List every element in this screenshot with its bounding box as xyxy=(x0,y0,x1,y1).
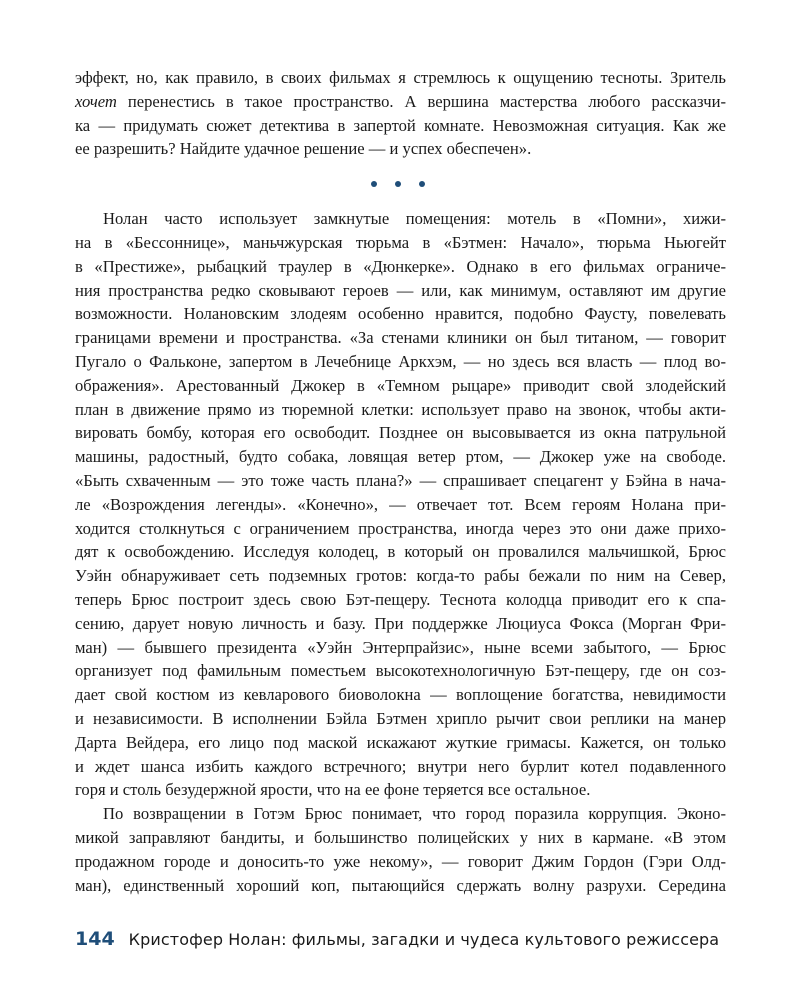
text-line: ман) — бывшего президента «Уэйн Энтерпрайзис», ныне всеми забытого, — Брюс xyxy=(75,637,726,657)
text-line: Уэйн обнаруживает сеть подземных гротов: когда-то рабы бежали по ним на Север, xyxy=(75,566,726,586)
text-line: вировать бомбу, которая его освободит. Позднее он высовывается из окна патрульной xyxy=(75,423,726,443)
text-line: дает свой костюм из кевларового биоволокна — воплощение богатства, невидимости xyxy=(75,685,726,705)
text-line: По возвращении в Готэм Брюс понимает, что город поразила коррупция. Эконо- xyxy=(103,804,726,824)
divider-dot-icon xyxy=(395,181,401,187)
text-line: Нолан часто использует замкнутые помещения: мотель в «Помни», хижи- xyxy=(103,209,726,229)
page-footer xyxy=(75,928,735,950)
text-line: теперь Брюс построит здесь свою Бэт-пещеру. Теснота колодца приводит его к спа- xyxy=(75,589,726,609)
text-line: микой заправляют бандиты, и большинство полицейских у них в кармане. «В этом xyxy=(75,827,726,847)
paragraph-top xyxy=(75,66,726,161)
text-line: и ждет шанса избить каждого встречного; внутри него бурлит котел подавленного xyxy=(75,756,726,776)
text-line: ее разрешить? Найдите удачное решение — и успех обеспечен». xyxy=(75,139,532,159)
text-line: ходится столкнуться с ограничением пространства, иногда через это они даже прихо- xyxy=(75,518,726,538)
paragraph-main xyxy=(75,207,726,802)
text-line: Дарта Вейдера, его лицо под маской искажают жуткие гримасы. Кажется, он только xyxy=(75,732,726,752)
text-line: в «Престиже», рыбацкий траулер в «Дюнкерке». Однако в его фильмах ограниче- xyxy=(75,256,726,276)
text-line: машины, радостный, будто собака, ловящая ветер ртом, — Джокер уже на свободе. xyxy=(75,447,726,467)
text-line: дят к освобождению. Исследуя колодец, в который он провалился мальчишкой, Брюс xyxy=(75,542,726,562)
text-line: ображения». Арестованный Джокер в «Темном рыцаре» приводит свой злодейский xyxy=(75,375,726,395)
text-line: границами времени и пространства. «За стенами клиники он был титаном, — говорит xyxy=(75,328,726,348)
page-number: 144 xyxy=(75,928,115,950)
text-line: сению, дарует новую личность и базу. При поддержке Люциуса Фокса (Морган Фри- xyxy=(75,613,726,633)
page-body xyxy=(75,66,726,897)
text-line: Пугало о Фальконе, запертом в Лечебнице Аркхэм, — но здесь вся власть — плод во- xyxy=(75,351,726,371)
text-line: горя и столь безудержной ярости, что на ее фоне теряется все остальное. xyxy=(75,780,591,800)
text-line: эффект, но, как правило, в своих фильмах я стремлюсь к ощущению тесноты. Зритель xyxy=(75,68,726,87)
text-line-with-emphasis xyxy=(75,90,726,114)
text-line: «Быть схваченным — это тоже часть плана?» — спрашивает спецагент у Бэйна в нача- xyxy=(75,470,726,490)
text-line: ман), единственный хороший коп, пытающийся сдержать волну разрухи. Середина xyxy=(75,875,726,895)
text-line: организует под фамильным поместьем высокотехнологичную Бэт-пещеру, где он соз- xyxy=(75,661,726,681)
emphasis-word: хочет xyxy=(75,91,117,111)
text-line: на в «Бессоннице», маньчжурская тюрьма в «Бэтмен: Начало», тюрьма Ньюгейт xyxy=(75,232,726,252)
text-line: план в движение прямо из тюремной клетки: использует право на звонок, чтобы акти- xyxy=(75,399,726,419)
divider-dot-icon xyxy=(371,181,377,187)
paragraph-last xyxy=(75,802,726,897)
text-line: ле «Возрождения легенды». «Конечно», — отвечает тот. Всем героям Нолана при- xyxy=(75,494,726,514)
text-line: ка — придумать сюжет детектива в запертой комнате. Невозможная ситуация. Как же xyxy=(75,115,726,135)
book-title: Кристофер Нолан: фильмы, загадки и чудеса культового режиссера xyxy=(128,930,720,949)
text-line: возможности. Нолановским злодеям особенно нравится, подобно Фаусту, повелевать xyxy=(75,304,726,324)
section-divider xyxy=(69,161,726,207)
divider-dot-icon xyxy=(419,181,425,187)
text-line: продажном городе и доносить-то уже некому», — говорит Джим Гордон (Гэри Олд- xyxy=(75,851,726,871)
text-line-rest: перенестись в такое пространство. А вершина мастерства любого рассказчи- xyxy=(116,91,726,111)
text-line: ния пространства редко сковывают героев — или, как минимум, оставляют им другие xyxy=(75,280,726,300)
text-line: и независимости. В исполнении Бэйла Бэтмен хрипло рычит свои реплики на манер xyxy=(75,708,726,728)
